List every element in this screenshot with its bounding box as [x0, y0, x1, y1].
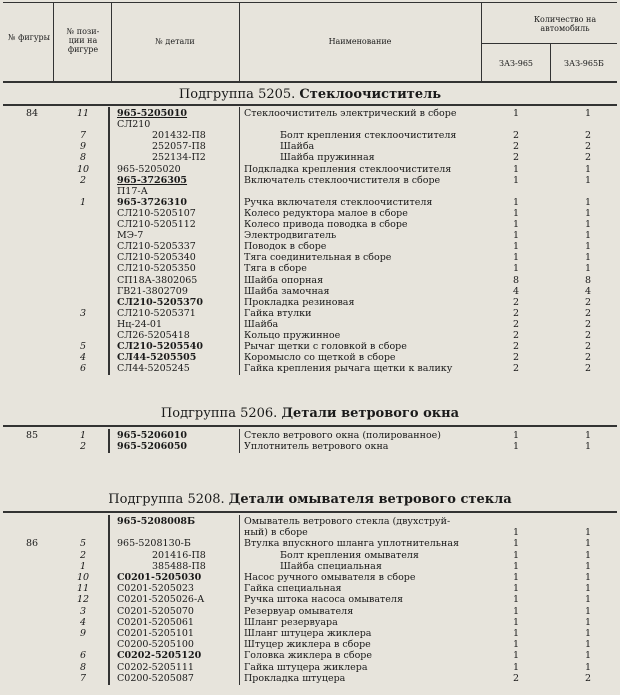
- qty-zaz965: 1: [512, 583, 520, 595]
- part-name: Стеклоочиститель электрический в сборе: [244, 108, 457, 119]
- qty-zaz965: 1: [512, 572, 520, 583]
- qty-zaz965b: 8: [584, 274, 592, 286]
- table-row: [0, 152, 620, 163]
- qty-zaz965: 2: [512, 363, 520, 375]
- qty-zaz965: 2: [512, 307, 520, 319]
- qty-zaz965b: 1: [584, 605, 592, 617]
- table-row: [0, 538, 620, 549]
- part-number: СЛ26-5205418: [117, 330, 190, 341]
- position-number: 10: [76, 163, 90, 175]
- position-number: 2: [79, 174, 87, 186]
- table-row: [0, 108, 620, 119]
- table-row: [0, 308, 620, 319]
- qty-zaz965b: 1: [584, 230, 592, 242]
- header-name: Наименование: [328, 37, 392, 46]
- part-number: 965-3726305: [117, 174, 188, 186]
- header-zaz965b: ЗАЗ-965Б: [564, 59, 604, 68]
- part-number: С0201-5205023: [117, 583, 194, 595]
- qty-zaz965: 2: [512, 318, 520, 330]
- group-title: [0, 492, 620, 507]
- qty-zaz965b: 2: [584, 341, 592, 353]
- position-number: 2: [79, 549, 87, 561]
- qty-zaz965b: 1: [584, 430, 592, 441]
- part-number: С0200-5205100: [117, 639, 194, 651]
- part-name: Гайка штуцера жиклера: [244, 661, 368, 673]
- qty-zaz965: 1: [512, 430, 520, 441]
- qty-zaz965: 2: [512, 672, 520, 684]
- qty-zaz965b: 1: [584, 549, 592, 561]
- qty-zaz965b: 1: [584, 572, 592, 583]
- qty-zaz965: 2: [512, 341, 520, 353]
- qty-zaz965: 1: [512, 527, 520, 539]
- part-number: С0201-5205101: [117, 628, 194, 639]
- position-number: 5: [79, 341, 87, 353]
- qty-zaz965b: 2: [584, 318, 592, 330]
- part-number: С0201-5205030: [117, 572, 202, 583]
- qty-zaz965: 1: [512, 230, 520, 242]
- part-number: 965-5206050: [117, 441, 188, 453]
- table-row: [0, 275, 620, 286]
- table-row: [0, 527, 620, 538]
- part-name: Гайка специальная: [244, 583, 342, 595]
- qty-zaz965: 2: [512, 152, 520, 164]
- qty-zaz965b: 1: [584, 241, 592, 253]
- group-separator: [3, 425, 617, 427]
- part-name: Шланг резервуара: [244, 616, 338, 628]
- group-title: [0, 406, 620, 421]
- table-row: [0, 175, 620, 186]
- table-row: [0, 561, 620, 572]
- qty-zaz965b: 1: [584, 108, 592, 119]
- part-name: Электродвигатель: [244, 230, 337, 242]
- figure-number: 84: [25, 108, 39, 119]
- position-number: 11: [76, 108, 90, 119]
- qty-zaz965: 1: [512, 594, 520, 606]
- position-number: 8: [79, 661, 87, 673]
- table-row: [0, 673, 620, 684]
- part-name: Тяга в сборе: [244, 263, 307, 275]
- part-name: Подкладка крепления стеклоочистителя: [244, 163, 452, 175]
- qty-zaz965b: 2: [584, 296, 592, 308]
- part-number: ГВ21-3802709: [117, 285, 188, 297]
- part-name: Стекло ветрового окна (полированное): [244, 430, 441, 441]
- table-row: [0, 197, 620, 208]
- part-name: Кольцо пружинное: [244, 330, 341, 341]
- qty-zaz965b: 2: [584, 152, 592, 164]
- qty-zaz965: 8: [512, 274, 520, 286]
- part-name: Болт крепления омывателя: [280, 549, 419, 561]
- qty-zaz965: 1: [512, 174, 520, 186]
- part-number: 965-5205020: [117, 163, 181, 175]
- position-number: 6: [79, 363, 87, 375]
- group-title-bold: Стеклоочиститель: [299, 87, 442, 102]
- qty-zaz965: 1: [512, 163, 520, 175]
- position-number: 11: [76, 583, 90, 595]
- table-row: [0, 141, 620, 152]
- part-name: Гайка втулки: [244, 307, 312, 319]
- part-number: СП18А-3802065: [117, 274, 198, 286]
- position-number: 9: [79, 141, 87, 153]
- table-row: [0, 252, 620, 263]
- qty-zaz965: 1: [512, 628, 520, 639]
- part-name: Насос ручного омывателя в сборе: [244, 572, 416, 583]
- part-name: Шайба специальная: [280, 560, 382, 572]
- qty-zaz965: 1: [512, 252, 520, 264]
- part-number: 252134-П2: [152, 152, 206, 164]
- table-row: [0, 230, 620, 241]
- group-title: [0, 87, 620, 102]
- part-number: СЛ210-5205371: [117, 307, 196, 319]
- qty-zaz965: 2: [512, 352, 520, 364]
- qty-zaz965: 1: [512, 639, 520, 651]
- part-name: Колесо привода поводка в сборе: [244, 219, 408, 230]
- qty-zaz965: 1: [512, 661, 520, 673]
- part-name: Ручка включателя стеклоочистителя: [244, 196, 433, 208]
- figure-number: 86: [25, 538, 39, 550]
- position-number: 7: [79, 130, 87, 142]
- part-number: С0201-5205070: [117, 605, 194, 617]
- part-name: Поводок в сборе: [244, 241, 327, 253]
- qty-zaz965b: 1: [584, 252, 592, 264]
- position-number: 9: [79, 628, 87, 639]
- position-number: 5: [79, 538, 87, 550]
- group-title-bold: Детали омывателя ветрового стекла: [228, 492, 512, 507]
- position-number: 10: [76, 572, 90, 583]
- qty-zaz965b: 1: [584, 639, 592, 651]
- qty-zaz965: 1: [512, 616, 520, 628]
- part-name: Ручка штока насоса омывателя: [244, 594, 403, 606]
- position-number: 2: [79, 441, 87, 453]
- table-row: [0, 219, 620, 230]
- qty-zaz965b: 1: [584, 650, 592, 662]
- part-name: Шайба опорная: [244, 274, 324, 286]
- table-row: [0, 330, 620, 341]
- part-number: Нц-24-01: [117, 318, 162, 330]
- position-number: 4: [79, 352, 87, 364]
- position-number: 6: [79, 650, 87, 662]
- part-number: С0201-5205061: [117, 616, 194, 628]
- table-row: [0, 241, 620, 252]
- part-name: Шайба пружинная: [280, 152, 375, 164]
- table-row: [0, 297, 620, 308]
- table-row: [0, 606, 620, 617]
- qty-zaz965b: 1: [584, 560, 592, 572]
- part-name: Головка жиклера в сборе: [244, 650, 372, 662]
- part-number: П17-А: [117, 185, 148, 197]
- position-number: 3: [79, 307, 87, 319]
- table-row: [0, 286, 620, 297]
- part-name: Втулка впускного шланга уплотнительная: [244, 538, 459, 550]
- position-number: 1: [79, 430, 87, 441]
- position-number: 12: [76, 594, 90, 606]
- table-row: [0, 441, 620, 452]
- part-name: Резервуар омывателя: [244, 605, 354, 617]
- qty-zaz965b: 2: [584, 130, 592, 142]
- part-name: Шланг штуцера жиклера: [244, 628, 372, 639]
- group-separator: [3, 511, 617, 513]
- part-name: ный) в сборе: [244, 527, 308, 539]
- part-number: 965-5208130-Б: [117, 538, 191, 550]
- part-number: СЛ210-5205370: [117, 296, 204, 308]
- qty-zaz965b: 1: [584, 196, 592, 208]
- qty-zaz965: 2: [512, 141, 520, 153]
- part-number: 201416-П8: [152, 549, 206, 561]
- table-row: [0, 263, 620, 274]
- part-name: Включатель стеклоочистителя в сборе: [244, 174, 441, 186]
- group-title-prefix: Подгруппа 5205.: [178, 87, 300, 102]
- qty-zaz965b: 2: [584, 307, 592, 319]
- part-number: С0202-5205120: [117, 650, 202, 662]
- header-part: № детали: [155, 37, 195, 46]
- part-name: Рычаг щетки с головкой в сборе: [244, 341, 407, 353]
- qty-zaz965: 1: [512, 263, 520, 275]
- table-row: [0, 594, 620, 605]
- table-row: [0, 119, 620, 130]
- part-number: СЛ210-5205337: [117, 241, 196, 253]
- group-title-prefix: Подгруппа 5206.: [160, 406, 282, 421]
- table-row: [0, 628, 620, 639]
- part-name: Шайба замочная: [244, 285, 330, 297]
- part-number: С0200-5205087: [117, 672, 194, 684]
- part-name: Прокладка штуцера: [244, 672, 346, 684]
- table-row: [0, 650, 620, 661]
- table-row: [0, 319, 620, 330]
- header-zaz965: ЗАЗ-965: [499, 59, 533, 68]
- qty-zaz965b: 2: [584, 330, 592, 341]
- qty-zaz965: 1: [512, 650, 520, 662]
- qty-zaz965b: 1: [584, 441, 592, 453]
- part-number: СЛ210-5205112: [117, 219, 196, 230]
- qty-zaz965: 1: [512, 108, 520, 119]
- qty-zaz965b: 2: [584, 352, 592, 364]
- qty-zaz965b: 1: [584, 661, 592, 673]
- qty-zaz965b: 1: [584, 628, 592, 639]
- table-row: [0, 363, 620, 374]
- part-number: 965-5206010: [117, 430, 188, 441]
- position-number: 1: [79, 196, 87, 208]
- position-number: 4: [79, 616, 87, 628]
- group-title-prefix: Подгруппа 5208.: [108, 492, 229, 507]
- table-row: [0, 164, 620, 175]
- qty-zaz965b: 1: [584, 538, 592, 550]
- qty-zaz965: 2: [512, 296, 520, 308]
- part-name: Тяга соединительная в сборе: [244, 252, 392, 264]
- qty-zaz965: 1: [512, 538, 520, 550]
- qty-zaz965: 1: [512, 605, 520, 617]
- header-quantity: Количество на автомобиль: [533, 15, 597, 33]
- qty-zaz965: 1: [512, 219, 520, 230]
- part-number: 252057-П8: [152, 141, 206, 153]
- part-number: СЛ210-5205107: [117, 207, 196, 219]
- qty-zaz965b: 1: [584, 527, 592, 539]
- part-number: 201432-П8: [152, 130, 206, 142]
- qty-zaz965: 2: [512, 330, 520, 341]
- qty-zaz965: 1: [512, 241, 520, 253]
- position-number: 8: [79, 152, 87, 164]
- part-number: С0201-5205026-А: [117, 594, 205, 606]
- header-position: № пози-ции на фигуре: [66, 27, 100, 54]
- group-title-bold: Детали ветрового окна: [281, 406, 460, 421]
- qty-zaz965: 1: [512, 560, 520, 572]
- qty-zaz965b: 1: [584, 207, 592, 219]
- part-name: Болт крепления стеклоочистителя: [280, 130, 457, 142]
- part-name: Гайка крепления рычага щетки к валику: [244, 363, 453, 375]
- table-row: [0, 550, 620, 561]
- part-name: Штуцер жиклера в сборе: [244, 639, 371, 651]
- part-name: Прокладка резиновая: [244, 296, 355, 308]
- part-number: СЛ210: [117, 119, 151, 131]
- qty-zaz965: 4: [512, 285, 520, 297]
- qty-zaz965b: 1: [584, 174, 592, 186]
- table-row: [0, 208, 620, 219]
- table-header: [3, 2, 617, 83]
- qty-zaz965b: 1: [584, 616, 592, 628]
- part-number: 965-5205010: [117, 108, 188, 119]
- qty-zaz965: 1: [512, 207, 520, 219]
- part-name: Шайба: [244, 318, 279, 330]
- part-number: 385488-П8: [152, 560, 206, 572]
- table-row: [0, 130, 620, 141]
- position-number: 3: [79, 605, 87, 617]
- part-number: С0202-5205111: [117, 661, 194, 673]
- part-number: СЛ44-5205245: [117, 363, 190, 375]
- group-separator: [3, 104, 617, 106]
- table-row: [0, 186, 620, 197]
- table-row: [0, 662, 620, 673]
- qty-zaz965: 1: [512, 549, 520, 561]
- table-row: [0, 430, 620, 441]
- qty-zaz965b: 1: [584, 263, 592, 275]
- table-row: [0, 617, 620, 628]
- part-number: 965-5208008Б: [117, 516, 196, 527]
- qty-zaz965b: 1: [584, 219, 592, 230]
- part-number: 965-3726310: [117, 196, 188, 208]
- part-name: Колесо редуктора малое в сборе: [244, 207, 408, 219]
- position-number: 1: [79, 560, 87, 572]
- table-row: [0, 341, 620, 352]
- qty-zaz965b: 2: [584, 672, 592, 684]
- part-number: СЛ210-5205540: [117, 341, 204, 353]
- qty-zaz965b: 2: [584, 141, 592, 153]
- table-row: [0, 516, 620, 527]
- qty-zaz965b: 4: [584, 285, 592, 297]
- qty-zaz965b: 1: [584, 594, 592, 606]
- qty-zaz965b: 2: [584, 363, 592, 375]
- qty-zaz965: 2: [512, 130, 520, 142]
- part-name: Омыватель ветрового стекла (двухструй-: [244, 516, 451, 527]
- part-name: Коромысло со щеткой в сборе: [244, 352, 396, 364]
- table-row: [0, 572, 620, 583]
- part-number: МЭ-7: [117, 230, 144, 242]
- qty-zaz965: 1: [512, 441, 520, 453]
- table-row: [0, 352, 620, 363]
- table-row: [0, 583, 620, 594]
- part-name: Шайба: [280, 141, 315, 153]
- part-name: Уплотнитель ветрового окна: [244, 441, 389, 453]
- qty-zaz965b: 1: [584, 583, 592, 595]
- position-number: 7: [79, 672, 87, 684]
- table-row: [0, 639, 620, 650]
- part-number: СЛ44-5205505: [117, 352, 197, 364]
- qty-zaz965b: 1: [584, 163, 592, 175]
- qty-zaz965: 1: [512, 196, 520, 208]
- figure-number: 85: [25, 430, 39, 441]
- part-number: СЛ210-5205340: [117, 252, 196, 264]
- part-number: СЛ210-5205350: [117, 263, 196, 275]
- header-figure: № фигуры: [7, 33, 51, 42]
